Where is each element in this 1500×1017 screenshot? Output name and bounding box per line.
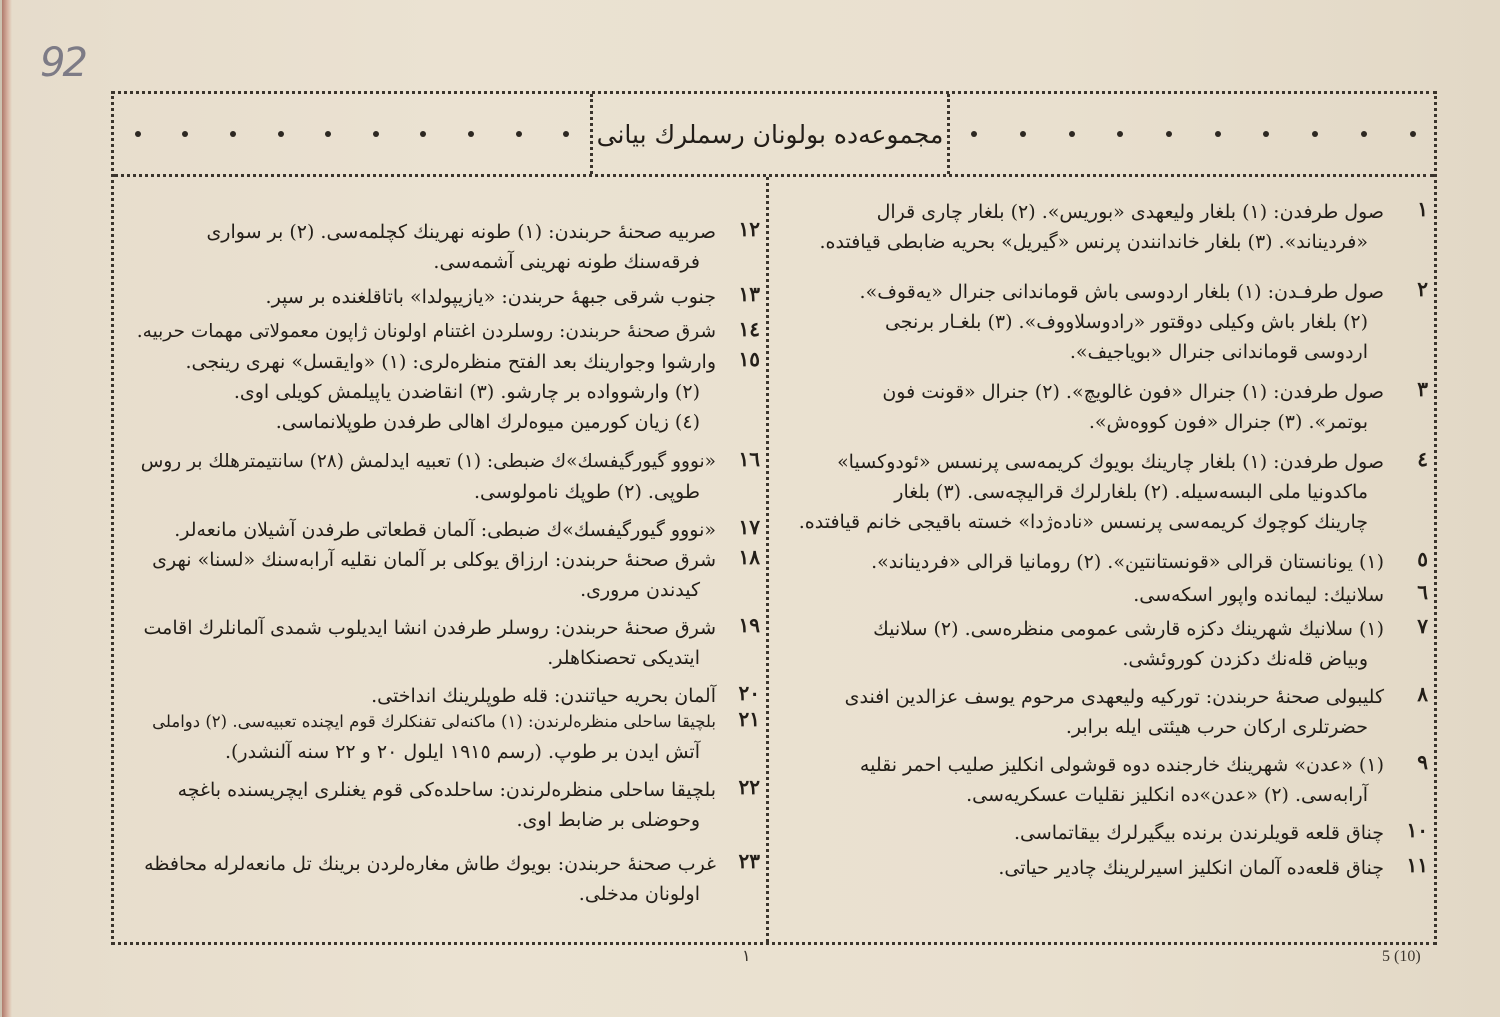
caption-entry	[150, 775, 760, 835]
caption-entry	[150, 282, 760, 312]
caption-number: ۲۲	[738, 775, 760, 799]
caption-text-line: «نووو گیورگیفسك»ك ضبطی: (۱) تعبیه ایدلمش (۲۸) سانتیمترهلك بر روس	[140, 451, 716, 472]
caption-entry	[143, 613, 760, 673]
caption-number: ۱۷	[738, 515, 760, 539]
caption-entry	[818, 197, 1428, 257]
caption-number: ۱۹	[738, 613, 760, 637]
caption-number: ۱۸	[738, 545, 760, 569]
ornament-dot	[1020, 131, 1026, 137]
caption-number: ۱٥	[738, 347, 760, 371]
ornament-dot	[373, 131, 379, 137]
ornament-dot	[563, 131, 569, 137]
caption-text-line: «نووو گیورگیفسك»ك ضبطی: آلمان قطعاتی طرفدن آشیلان مانعه‌لر.	[174, 519, 716, 541]
caption-text-line: ماكدونیا ملی البسه‌سیله. (۲) بلغارلرك قرالیچه‌سی. (۳) بلغار	[894, 481, 1368, 503]
caption-text-line: سلانیك: لیمانده واپور اسكه‌سی.	[1133, 584, 1384, 606]
handwritten-page-number: 92	[40, 40, 85, 86]
caption-text-line: صول طرفدن: (۱) بلغار ولیعهدی «بوریس». (۲) بلغار چاری قرال	[876, 201, 1384, 223]
caption-entry	[798, 447, 1428, 537]
ornament-dot	[325, 131, 331, 137]
caption-number: ۷	[1417, 614, 1428, 638]
caption-text-line: (٤) زیان كورمین میوه‌لرك اهالی طرفدن طوپلانماسی.	[275, 411, 700, 433]
caption-text-line: صول طرفدن: (۱) بلغار چارینك بویوك كریمه‌سی پرنسس «ئودوكسیا»	[837, 451, 1384, 473]
caption-text-line: فرقه‌سنك طونه نهرینی آشمه‌سی.	[433, 251, 700, 273]
caption-number: ۱۳	[738, 282, 760, 306]
caption-text-line: ایتدیكی تحصنكاهلر.	[547, 647, 700, 669]
caption-text-line: شرق صحنهٔ حربندن: ارزاق یوكلی بر آلمان نقلیه آرابه‌سنك «لسنا» نهری	[152, 549, 716, 571]
caption-number: ۹	[1417, 750, 1428, 774]
caption-text-line: كلیبولی صحنهٔ حربندن: توركیه ولیعهدی مرحوم یوسف عزالدین افندی	[844, 686, 1384, 708]
caption-text-line: بلچیقا ساحلی منظره‌لرندن: ساحلده‌كی قوم یغنلری ایچریسنده باغچه	[177, 779, 716, 801]
caption-entry	[150, 707, 760, 767]
header-title-cell	[593, 94, 947, 174]
ornament-dot	[971, 131, 977, 137]
header-dots-right	[947, 94, 1437, 174]
caption-number: ۱٦	[738, 447, 760, 471]
caption-entry	[818, 377, 1428, 437]
caption-text-line: كیدندن مروری.	[580, 579, 700, 601]
page	[2, 0, 1500, 1017]
caption-text-line: صربیه صحنهٔ حربندن: (۱) طونه نهرینك كچلمه‌سی. (۲) بر سواری	[206, 221, 716, 243]
caption-number: ۱	[1417, 197, 1428, 221]
caption-entry	[818, 853, 1428, 883]
caption-text-line: چناق قلعه‌ده آلمان انكلیز اسیرلرینك چادیر حیاتی.	[998, 857, 1384, 879]
caption-text-line: «فردیناند». (۳) بلغار خاندانندن پرنس «گیریل» بحریه ضابطی قیافتده.	[819, 231, 1368, 253]
caption-text-line: وارشوا وجوارینك بعد الفتح منظره‌لری: (۱) «وایقسل» نهری رینجی.	[185, 351, 716, 373]
right-column	[772, 177, 1434, 942]
caption-number: ۱۱	[1406, 853, 1428, 877]
caption-number: ٦	[1417, 580, 1428, 604]
caption-text-line: وبیاض قله‌نك دكزدن كوروئشی.	[1122, 648, 1368, 670]
page-reference: 5 (10)	[1382, 948, 1421, 965]
header-band	[114, 94, 1434, 177]
caption-entry	[150, 347, 760, 437]
caption-text-line: غرب صحنهٔ حربندن: بویوك طاش مغاره‌لردن برینك تل مانعه‌لرله محافظه	[144, 853, 716, 875]
caption-entry	[818, 547, 1428, 577]
caption-text-line: وحوضلی بر ضابط اوی.	[516, 809, 700, 831]
ornament-dot	[420, 131, 426, 137]
caption-entry	[818, 750, 1428, 810]
ornament-dot	[516, 131, 522, 137]
caption-text-line: بوتمر». (۳) جنرال «فون كووه‌ش».	[1088, 411, 1368, 433]
caption-text-line: آلمان بحریه حیاتندن: قله طوپلرینك انداختی.	[371, 685, 716, 707]
caption-text-line: اردوسی قوماندانی جنرال «بویاجیف».	[1069, 341, 1368, 363]
caption-text-line: بلچیقا ساحلی منظره‌لرندن: (۱) ماكنه‌لی تفنكلرك قوم ایچنده تعبیه‌سی. (۲) دواملی	[152, 712, 716, 731]
ornament-dot	[1215, 131, 1221, 137]
caption-text-line: صول طرفـدن: (۱) بلغار اردوسی باش قوماندانی جنرال «یه‌قوف».	[859, 281, 1384, 303]
caption-entry	[150, 545, 760, 605]
caption-text-line: چارینك كوچوك كریمه‌سی پرنسس «نادەژدا» خسته باقیجی خانم قیافتده.	[798, 511, 1368, 533]
ornament-dot	[278, 131, 284, 137]
ornament-dot	[182, 131, 188, 137]
caption-text-line: حضرتلری اركان حرب هیئتی ایله برابر.	[1065, 716, 1368, 738]
ornament-dot	[1117, 131, 1123, 137]
caption-number: ۲۳	[738, 849, 760, 873]
caption-number: ٥	[1417, 547, 1428, 571]
left-column	[114, 177, 769, 942]
caption-number: ٤	[1417, 447, 1428, 471]
caption-entry	[144, 849, 760, 909]
caption-text-line: چناق قلعه قویلرندن برنده بیگیرلرك بیقاتماسی.	[1013, 822, 1384, 844]
sheet-number: ۱	[742, 946, 751, 965]
caption-text-line: صول طرفدن: (۱) جنرال «فون غالویچ». (۲) جنرال «قونت فون	[882, 381, 1384, 403]
dotted-frame	[111, 91, 1437, 945]
caption-number: ۱۲	[738, 217, 760, 241]
caption-text-line: (۲) بلغار باش وکیلی دوقتور «رادوسلاووف». (۳) بلغـار برنجی	[884, 311, 1368, 333]
caption-number: ۸	[1417, 682, 1428, 706]
ornament-dot	[1263, 131, 1269, 137]
ornament-dot	[230, 131, 236, 137]
caption-number: ۲	[1417, 277, 1428, 301]
caption-text-line: شرق صحنهٔ حربندن: روسلردن اغتنام اولونان ژاپون معمولاتی مهمات حربیه.	[136, 321, 716, 342]
caption-number: ۳	[1417, 377, 1428, 401]
caption-entry	[818, 818, 1428, 848]
ornament-dot	[135, 131, 141, 137]
caption-text-line: آرابه‌سی. (۲) «عدن»ده انكلیز نقلیات عسكریه‌سی.	[966, 784, 1368, 806]
caption-text-line: جنوب شرقی جبههٔ حربندن: «یازیپولدا» باتاقلغنده بر سپر.	[265, 286, 716, 308]
content-body	[114, 177, 1434, 942]
ornament-dot	[1361, 131, 1367, 137]
caption-entry	[150, 515, 760, 545]
caption-entry	[818, 580, 1428, 610]
caption-entry	[140, 447, 760, 507]
caption-entry	[818, 614, 1428, 674]
caption-number: ۱٤	[738, 317, 760, 341]
ornament-dot	[1166, 131, 1172, 137]
caption-text-line: (۲) وارشوواده بر چارشو. (۳) انقاضدن یاپیلمش كویلی اوی.	[233, 381, 700, 403]
caption-text-line: (۱) «عدن» شهرینك خارجنده دوه قوشولی انكلیز صلیب احمر نقلیه	[859, 754, 1384, 776]
ornament-dot	[1312, 131, 1318, 137]
caption-text-line: آتش ایدن بر طوپ. (رسم ۱۹۱٥ ایلول ۲۰ و ۲۲ سنه آلنشدر).	[224, 741, 700, 763]
header-dots-left	[114, 94, 593, 174]
caption-number: ۲۱	[738, 707, 760, 731]
caption-number: ۱۰	[1406, 818, 1428, 842]
book-spine-edge	[2, 0, 12, 1017]
caption-entry	[818, 682, 1428, 742]
caption-number: ۲۰	[738, 681, 760, 705]
caption-text-line: شرق صحنهٔ حربندن: روسلر طرفدن انشا ایدیلوب شمدی آلمانلرك اقامت	[143, 617, 716, 639]
caption-entry	[150, 217, 760, 277]
ornament-dot	[1410, 131, 1416, 137]
ornament-dot	[468, 131, 474, 137]
caption-text-line: (۱) سلانیك شهرینك دكزه قارشی عمومی منظره‌سی. (۲) سلانیك	[873, 618, 1384, 640]
caption-entry	[818, 277, 1428, 367]
caption-text-line: اولونان مدخلی.	[578, 883, 700, 905]
caption-text-line: (۱) یونانستان قرالی «قونستانتین». (۲) رومانیا قرالی «فردیناند».	[871, 551, 1384, 573]
caption-text-line: طوپی. (۲) طوپك نامولوسی.	[474, 481, 700, 503]
caption-entry	[136, 317, 760, 347]
ornament-dot	[1069, 131, 1075, 137]
page-title: مجموعه‌ده بولونان رسملرك بیانی	[596, 119, 944, 149]
